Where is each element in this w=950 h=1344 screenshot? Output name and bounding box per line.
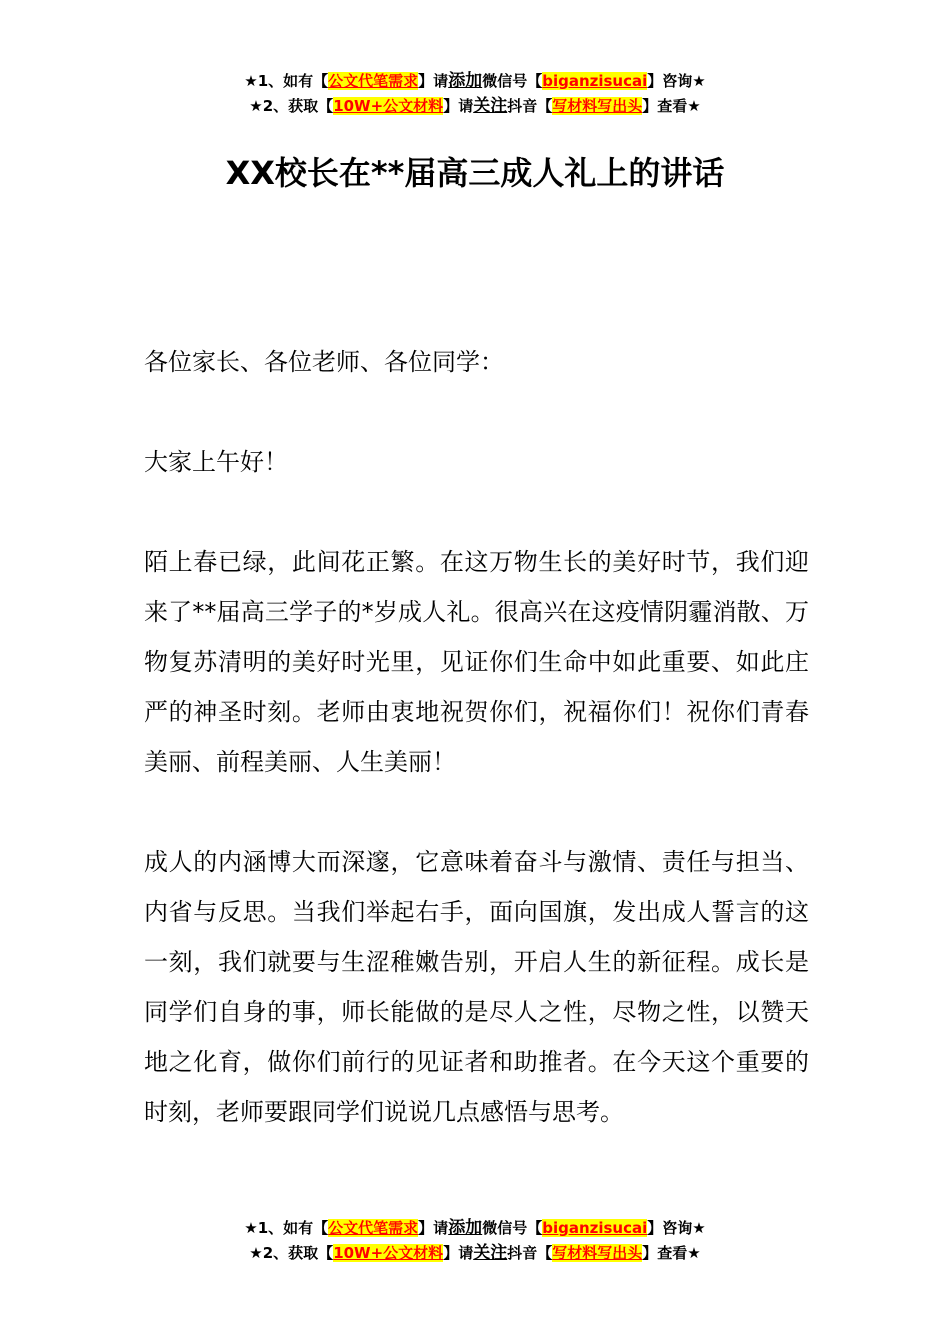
promo-line-1 bbox=[0, 1216, 950, 1241]
promo-douyin-id: 写材料写出头 bbox=[552, 1244, 643, 1262]
promo-highlight: 公文代笔需求 bbox=[328, 1219, 419, 1237]
promo-highlight: 公文代笔需求 bbox=[328, 72, 419, 90]
promo-text: 】请 bbox=[418, 72, 449, 90]
promo-underline: 添加 bbox=[448, 71, 483, 91]
promo-wechat-id: biganzisucai bbox=[542, 1219, 648, 1237]
promo-text: 微信号【 bbox=[482, 72, 543, 90]
promo-highlight: 10W+公文材料 bbox=[333, 97, 444, 115]
promo-underline: 添加 bbox=[448, 1218, 483, 1238]
body-paragraph: 陌上春已绿，此间花正繁。在这万物生长的美好时节，我们迎来了**届高三学子的*岁成人礼。很高兴在这疫情阴霾消散、万物复苏清明的美好时光里，见证你们生命中如此重要、如此庄严的神圣时刻。老师由衷地祝贺你们，祝福你们！祝你们青春美丽、前程美丽、人生美丽！ bbox=[144, 548, 809, 776]
promo-wechat-id: biganzisucai bbox=[542, 72, 648, 90]
body-paragraph: 成人的内涵博大而深邃，它意味着奋斗与激情、责任与担当、内省与反思。当我们举起右手，面向国旗，发出成人誓言的这一刻，我们就要与生涩稚嫩告别，开启人生的新征程。成长是同学们自身的事，师长能做的是尽人之性，尽物之性，以赞天地之化育，做你们前行的见证者和助推者。在今天这个重要的时刻，老师要跟同学们说说几点感悟与思考。 bbox=[144, 848, 809, 1126]
promo-text: 】请 bbox=[443, 97, 474, 115]
promo-text: ★2、获取【 bbox=[249, 1244, 334, 1262]
promo-text: 】咨询★ bbox=[647, 1219, 706, 1237]
promo-banner-top bbox=[0, 69, 950, 119]
document-body bbox=[144, 337, 809, 1187]
promo-underline: 关注 bbox=[473, 96, 508, 116]
promo-text: ★1、如有【 bbox=[244, 1219, 329, 1237]
promo-banner-bottom bbox=[0, 1216, 950, 1266]
promo-text: 】查看★ bbox=[642, 97, 701, 115]
promo-text: 抖音【 bbox=[507, 97, 553, 115]
promo-underline: 关注 bbox=[473, 1243, 508, 1263]
promo-highlight: 10W+公文材料 bbox=[333, 1244, 444, 1262]
promo-text: 微信号【 bbox=[482, 1219, 543, 1237]
promo-text: ★1、如有【 bbox=[244, 72, 329, 90]
promo-text: 】请 bbox=[418, 1219, 449, 1237]
promo-text: 抖音【 bbox=[507, 1244, 553, 1262]
salutation: 各位家长、各位老师、各位同学： bbox=[144, 348, 504, 376]
promo-text: 】请 bbox=[443, 1244, 474, 1262]
promo-line-2 bbox=[0, 94, 950, 119]
greeting: 大家上午好！ bbox=[144, 448, 288, 476]
promo-text: 】咨询★ bbox=[647, 72, 706, 90]
promo-douyin-id: 写材料写出头 bbox=[552, 97, 643, 115]
document-title: XX校长在**届高三成人礼上的讲话 bbox=[225, 154, 725, 192]
promo-line-1 bbox=[0, 69, 950, 94]
promo-text: 】查看★ bbox=[642, 1244, 701, 1262]
promo-line-2 bbox=[0, 1241, 950, 1266]
promo-text: ★2、获取【 bbox=[249, 97, 334, 115]
